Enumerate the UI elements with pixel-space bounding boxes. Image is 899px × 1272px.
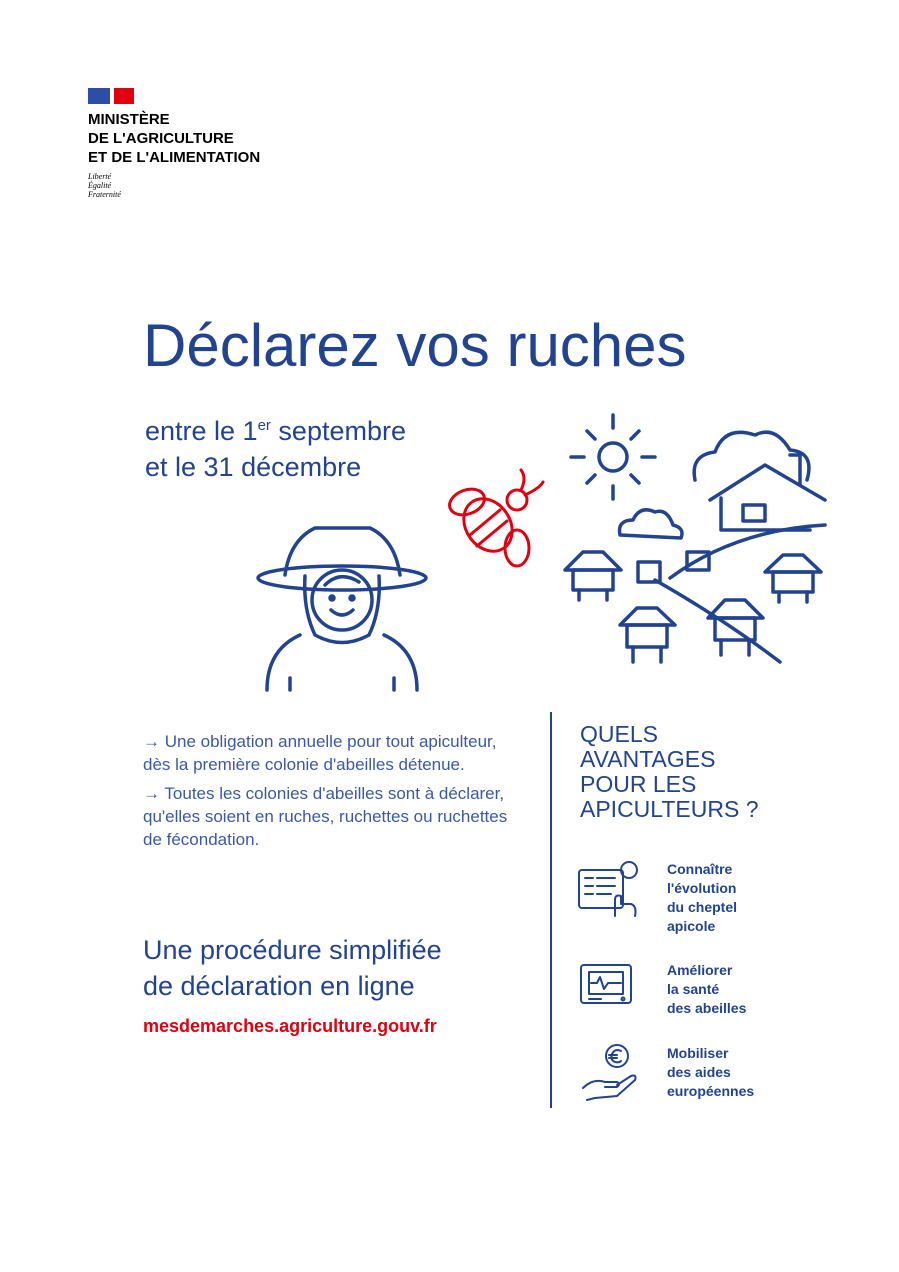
beekeeper-icon	[258, 528, 426, 690]
page-title: Déclarez vos ruches	[143, 312, 687, 379]
advantage-item: Améliorer la santé des abeilles	[575, 961, 815, 1023]
bee-icon	[446, 470, 543, 566]
obligation-list	[143, 730, 523, 857]
marianne-flag-icon	[88, 88, 134, 106]
procedure-heading: Une procédure simplifiée de déclaration en ligne	[143, 935, 442, 1001]
slope-line	[655, 580, 780, 662]
sun-icon	[571, 415, 655, 499]
cloud-icon	[620, 432, 809, 538]
declaration-period: entre le 1er septembre et le 31 décembre	[145, 416, 406, 482]
ministry-logo	[88, 88, 260, 199]
advantage-item: Connaître l'évolution du cheptel apicole	[575, 860, 815, 940]
advantage-item: Mobiliser des aides européennes	[575, 1044, 815, 1106]
beehive-icon	[565, 552, 821, 662]
health-monitor-icon	[575, 961, 645, 1021]
tablet-touch-icon	[575, 860, 645, 920]
ministry-name: MINISTÈRE DE L'AGRICULTURE ET DE L'ALIMENTATION	[88, 111, 261, 166]
website-link[interactable]: mesdemarches.agriculture.gouv.fr	[143, 1016, 437, 1036]
euro-hand-icon	[575, 1044, 645, 1104]
advantages-title: QUELS AVANTAGES POUR LES APICULTEURS ?	[580, 721, 759, 822]
list-item: → Toutes les colonies d'abeilles sont à déclarer, qu'elles soient en ruches, ruchettes ou ruchettes de fécondation.	[143, 784, 508, 849]
list-item: → Une obligation annuelle pour tout apiculteur, dès la première colonie d'abeilles détenue.	[143, 732, 497, 774]
beekeeper-illustration	[255, 400, 855, 700]
column-divider	[550, 712, 552, 1108]
republic-motto: Liberté Égalité Fraternité	[88, 172, 121, 199]
